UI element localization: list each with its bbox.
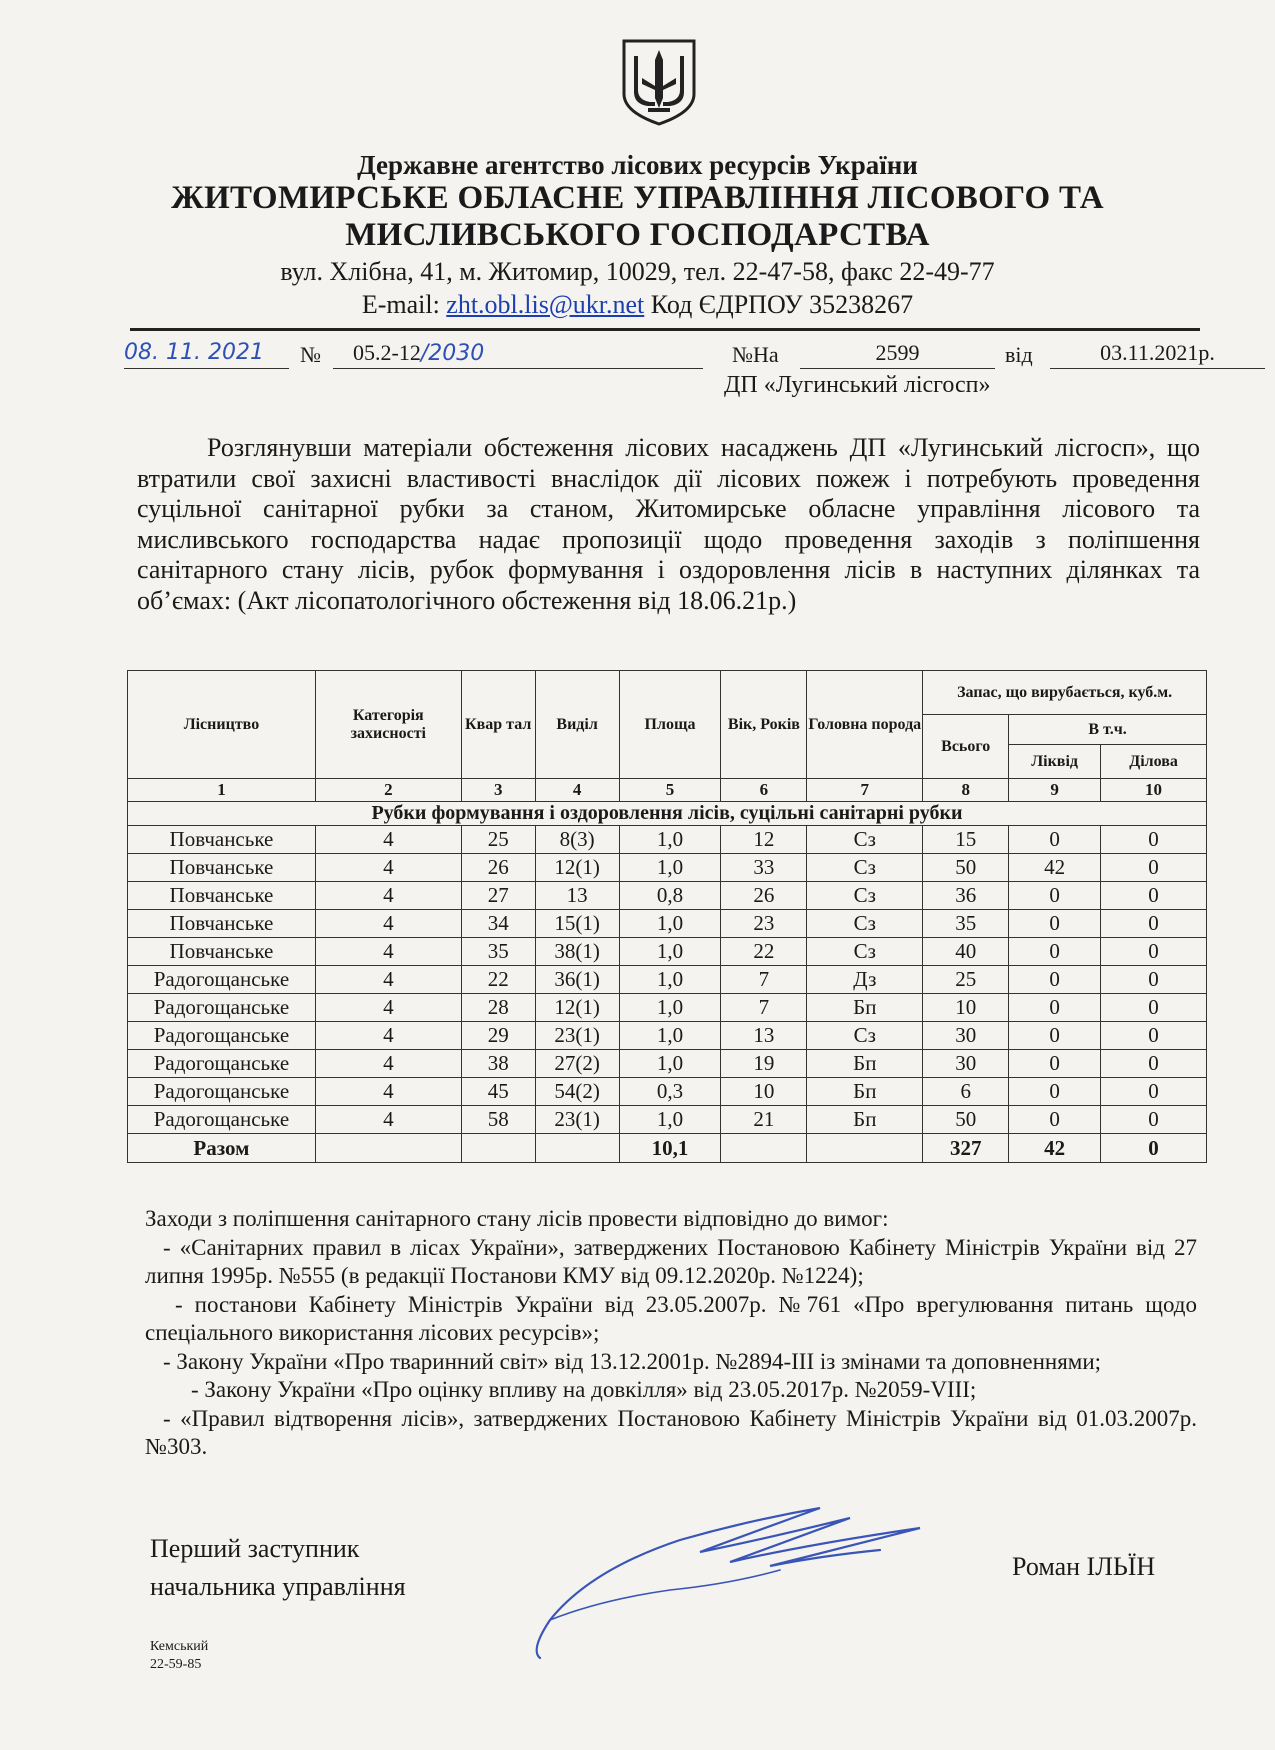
cell-age: 12 — [721, 826, 807, 854]
column-number: 10 — [1101, 779, 1207, 802]
edrpou-code: Код ЄДРПОУ 35238267 — [650, 290, 914, 319]
cell-quarter: 29 — [461, 1022, 535, 1050]
cell-category: 4 — [315, 882, 461, 910]
cell-species: Сз — [807, 1022, 923, 1050]
total-empty-cell — [807, 1134, 923, 1163]
cell-area: 1,0 — [619, 1050, 721, 1078]
cell-area: 1,0 — [619, 938, 721, 966]
signatory-name: Роман ІЛЬЇН — [1012, 1552, 1156, 1581]
cell-business: 0 — [1101, 966, 1207, 994]
cell-area: 0,3 — [619, 1078, 721, 1106]
header-total: Всього — [923, 715, 1009, 779]
signatory-position — [150, 1530, 406, 1606]
cell-liquid: 0 — [1009, 938, 1101, 966]
total-row — [128, 1134, 1207, 1163]
cell-quarter: 35 — [461, 938, 535, 966]
total-stock: 327 — [923, 1134, 1009, 1163]
header-divider — [130, 328, 1200, 331]
cell-stock-total: 15 — [923, 826, 1009, 854]
header-business: Ділова — [1101, 745, 1207, 779]
cell-category: 4 — [315, 994, 461, 1022]
body-paragraph: Розглянувши матеріали обстеження лісових насаджень ДП «Лугинський лісгосп», що втратили свої захисні властивості внаслідок дії лісових пожеж і потребують проведення суцільної санітарної рубки за станом, Житомирське обласне управління лісового та мисливського господарства надає пропозиції щодо проведення заходів з поліпшення санітарного стану лісів, рубок формування і оздоровлення лісів в наступних ділянках та об’ємах: (Акт лісопатологічного обстеження від 18.06.21р.) — [137, 433, 1200, 615]
organization-contacts — [0, 290, 1275, 320]
column-number-row — [128, 779, 1207, 802]
header-quarter: Квар тал — [461, 671, 535, 779]
cell-area: 1,0 — [619, 1106, 721, 1134]
cell-section: 12(1) — [535, 994, 619, 1022]
signatory-position-line1: Перший заступник — [150, 1534, 360, 1563]
cell-area: 0,8 — [619, 882, 721, 910]
cell-area: 1,0 — [619, 966, 721, 994]
table-row — [128, 910, 1207, 938]
email-link[interactable]: zht.obl.lis@ukr.net — [446, 290, 645, 319]
cell-stock-total: 35 — [923, 910, 1009, 938]
cell-category: 4 — [315, 910, 461, 938]
executor-info — [150, 1638, 208, 1674]
cell-forestry: Повчанське — [128, 910, 316, 938]
requirements-notes — [145, 1205, 1197, 1462]
reply-date: 03.11.2021р. — [1050, 340, 1265, 369]
cell-stock-total: 30 — [923, 1050, 1009, 1078]
cell-category: 4 — [315, 1050, 461, 1078]
cell-species: Сз — [807, 938, 923, 966]
cell-forestry: Повчанське — [128, 938, 316, 966]
total-business: 0 — [1101, 1134, 1207, 1163]
notes-item: - постанови Кабінету Міністрів України від 23.05.2007р. №761 «Про врегулювання питань щодо спеціального використання лісових ресурсів»; — [145, 1291, 1197, 1345]
cell-age: 13 — [721, 1022, 807, 1050]
cell-liquid: 0 — [1009, 1106, 1101, 1134]
trident-coat-of-arms-icon — [620, 38, 698, 126]
header-incl: В т.ч. — [1009, 715, 1207, 745]
table-row — [128, 1022, 1207, 1050]
cell-business: 0 — [1101, 882, 1207, 910]
cell-quarter: 26 — [461, 854, 535, 882]
header-liquid: Ліквід — [1009, 745, 1101, 779]
column-number: 9 — [1009, 779, 1101, 802]
cell-business: 0 — [1101, 994, 1207, 1022]
column-number: 7 — [807, 779, 923, 802]
notes-intro: Заходи з поліпшення санітарного стану лісів провести відповідно до вимог: — [145, 1206, 889, 1231]
cell-age: 26 — [721, 882, 807, 910]
cell-section: 8(3) — [535, 826, 619, 854]
cell-age: 21 — [721, 1106, 807, 1134]
cell-quarter: 27 — [461, 882, 535, 910]
table-row — [128, 854, 1207, 882]
cell-section: 54(2) — [535, 1078, 619, 1106]
table-row — [128, 1078, 1207, 1106]
outgoing-number-handwritten: /2030 — [420, 341, 485, 366]
section-title: Рубки формування і оздоровлення лісів, суцільні санітарні рубки — [128, 802, 1207, 826]
table-row — [128, 966, 1207, 994]
cell-species: Бп — [807, 1078, 923, 1106]
cell-business: 0 — [1101, 1078, 1207, 1106]
cell-stock-total: 40 — [923, 938, 1009, 966]
notes-item: - «Правил відтворення лісів», затверджених Постановою Кабінету Міністрів України від 01.03.2007р. №303. — [145, 1405, 1197, 1459]
cell-business: 0 — [1101, 910, 1207, 938]
cell-forestry: Повчанське — [128, 826, 316, 854]
executor-name: Кемський — [150, 1639, 209, 1654]
cell-section: 13 — [535, 882, 619, 910]
cell-species: Бп — [807, 994, 923, 1022]
cell-section: 38(1) — [535, 938, 619, 966]
outgoing-date-handwritten: 08. 11. 2021 — [124, 340, 289, 369]
cell-business: 0 — [1101, 1050, 1207, 1078]
cell-forestry: Радогощанське — [128, 1078, 316, 1106]
total-empty-cell — [461, 1134, 535, 1163]
total-empty-cell — [315, 1134, 461, 1163]
cell-quarter: 58 — [461, 1106, 535, 1134]
header-section: Виділ — [535, 671, 619, 779]
cell-stock-total: 30 — [923, 1022, 1009, 1050]
cell-section: 23(1) — [535, 1106, 619, 1134]
cell-forestry: Радогощанське — [128, 1050, 316, 1078]
recipient: ДП «Лугинський лісгосп» — [724, 372, 991, 398]
cell-stock-total: 50 — [923, 854, 1009, 882]
email-label: E-mail: — [361, 290, 440, 319]
cell-business: 0 — [1101, 826, 1207, 854]
executor-phone: 22-59-85 — [150, 1657, 202, 1672]
table-row — [128, 994, 1207, 1022]
cell-area: 1,0 — [619, 910, 721, 938]
cell-category: 4 — [315, 1078, 461, 1106]
column-number: 2 — [315, 779, 461, 802]
column-number: 4 — [535, 779, 619, 802]
cell-section: 15(1) — [535, 910, 619, 938]
agency-title: Державне агентство лісових ресурсів України — [357, 150, 918, 180]
column-number: 5 — [619, 779, 721, 802]
registration-line — [120, 338, 1215, 378]
cell-liquid: 0 — [1009, 1050, 1101, 1078]
outgoing-number-field — [333, 340, 703, 369]
reply-number: 2599 — [800, 340, 995, 369]
header-category: Категорія захисності — [315, 671, 461, 779]
cell-age: 33 — [721, 854, 807, 882]
cell-forestry: Радогощанське — [128, 966, 316, 994]
table-row — [128, 1050, 1207, 1078]
cell-stock-total: 10 — [923, 994, 1009, 1022]
notes-item: - «Санітарних правил в лісах України», затверджених Постановою Кабінету Міністрів України від 27 липня 1995р. №555 (в редакції Постанови КМУ від 09.12.2020р. №1224); — [145, 1234, 1197, 1288]
total-label: Разом — [128, 1134, 316, 1163]
total-area: 10,1 — [619, 1134, 721, 1163]
cell-age: 10 — [721, 1078, 807, 1106]
cell-forestry: Радогощанське — [128, 1106, 316, 1134]
cell-business: 0 — [1101, 1106, 1207, 1134]
cell-quarter: 25 — [461, 826, 535, 854]
cell-category: 4 — [315, 966, 461, 994]
table-row — [128, 882, 1207, 910]
cell-category: 4 — [315, 938, 461, 966]
column-number: 8 — [923, 779, 1009, 802]
header-species: Головна порода — [807, 671, 923, 779]
cell-category: 4 — [315, 1022, 461, 1050]
cell-species: Сз — [807, 854, 923, 882]
total-empty-cell — [535, 1134, 619, 1163]
cell-species: Бп — [807, 1106, 923, 1134]
cell-stock-total: 36 — [923, 882, 1009, 910]
outgoing-number-printed: 05.2-12 — [353, 340, 421, 365]
header-stock: Запас, що вирубається, куб.м. — [923, 671, 1207, 715]
signatory-position-line2: начальника управління — [150, 1572, 406, 1601]
organization-address: вул. Хлібна, 41, м. Житомир, 10029, тел. 22-47-58, факс 22-49-77 — [280, 257, 995, 286]
header-area: Площа — [619, 671, 721, 779]
reply-number-label: №На — [732, 342, 779, 367]
handwritten-signature — [520, 1500, 960, 1670]
cell-section: 27(2) — [535, 1050, 619, 1078]
cell-species: Сз — [807, 882, 923, 910]
cell-age: 7 — [721, 994, 807, 1022]
column-number: 6 — [721, 779, 807, 802]
reply-date-label: від — [1005, 342, 1033, 367]
cell-business: 0 — [1101, 938, 1207, 966]
cell-species: Бп — [807, 1050, 923, 1078]
cell-section: 23(1) — [535, 1022, 619, 1050]
notes-item: - Закону України «Про тваринний світ» від 13.12.2001р. №2894-ІІІ із змінами та доповненнями; — [163, 1348, 1102, 1374]
cell-section: 12(1) — [535, 854, 619, 882]
total-empty-cell — [721, 1134, 807, 1163]
column-number: 3 — [461, 779, 535, 802]
cell-quarter: 34 — [461, 910, 535, 938]
cell-category: 4 — [315, 1106, 461, 1134]
table-row — [128, 826, 1207, 854]
cell-species: Дз — [807, 966, 923, 994]
cell-forestry: Повчанське — [128, 854, 316, 882]
table-row — [128, 1106, 1207, 1134]
cell-liquid: 0 — [1009, 826, 1101, 854]
cell-business: 0 — [1101, 1022, 1207, 1050]
cell-section: 36(1) — [535, 966, 619, 994]
cell-area: 1,0 — [619, 994, 721, 1022]
cell-quarter: 22 — [461, 966, 535, 994]
cell-area: 1,0 — [619, 854, 721, 882]
cell-age: 19 — [721, 1050, 807, 1078]
cell-liquid: 0 — [1009, 882, 1101, 910]
header-forestry: Лісництво — [128, 671, 316, 779]
outgoing-number-label: № — [300, 342, 321, 367]
cell-stock-total: 6 — [923, 1078, 1009, 1106]
organization-title-line2: МИСЛИВСЬКОГО ГОСПОДАРСТВА — [345, 217, 930, 253]
cell-forestry: Повчанське — [128, 882, 316, 910]
total-liquid: 42 — [1009, 1134, 1101, 1163]
header-age: Вік, Років — [721, 671, 807, 779]
cell-age: 22 — [721, 938, 807, 966]
cell-category: 4 — [315, 854, 461, 882]
cell-business: 0 — [1101, 854, 1207, 882]
table-body — [128, 826, 1207, 1134]
cell-stock-total: 50 — [923, 1106, 1009, 1134]
cell-species: Сз — [807, 826, 923, 854]
cutting-table — [127, 670, 1207, 1163]
organization-title-line1: ЖИТОМИРСЬКЕ ОБЛАСНЕ УПРАВЛІННЯ ЛІСОВОГО ТА — [171, 180, 1104, 216]
cell-quarter: 28 — [461, 994, 535, 1022]
table-row — [128, 938, 1207, 966]
notes-item: - Закону України «Про оцінку впливу на довкілля» від 23.05.2017р. №2059-VIII; — [191, 1377, 977, 1402]
column-number: 1 — [128, 779, 316, 802]
section-title-row — [128, 802, 1207, 826]
cell-liquid: 0 — [1009, 910, 1101, 938]
cell-area: 1,0 — [619, 826, 721, 854]
cell-quarter: 38 — [461, 1050, 535, 1078]
cell-stock-total: 25 — [923, 966, 1009, 994]
cell-age: 7 — [721, 966, 807, 994]
cell-quarter: 45 — [461, 1078, 535, 1106]
cell-liquid: 0 — [1009, 994, 1101, 1022]
cell-age: 23 — [721, 910, 807, 938]
cell-area: 1,0 — [619, 1022, 721, 1050]
cell-forestry: Радогощанське — [128, 1022, 316, 1050]
cell-liquid: 0 — [1009, 966, 1101, 994]
cell-liquid: 42 — [1009, 854, 1101, 882]
cell-liquid: 0 — [1009, 1078, 1101, 1106]
cell-forestry: Радогощанське — [128, 994, 316, 1022]
cell-species: Сз — [807, 910, 923, 938]
cell-category: 4 — [315, 826, 461, 854]
cell-liquid: 0 — [1009, 1022, 1101, 1050]
